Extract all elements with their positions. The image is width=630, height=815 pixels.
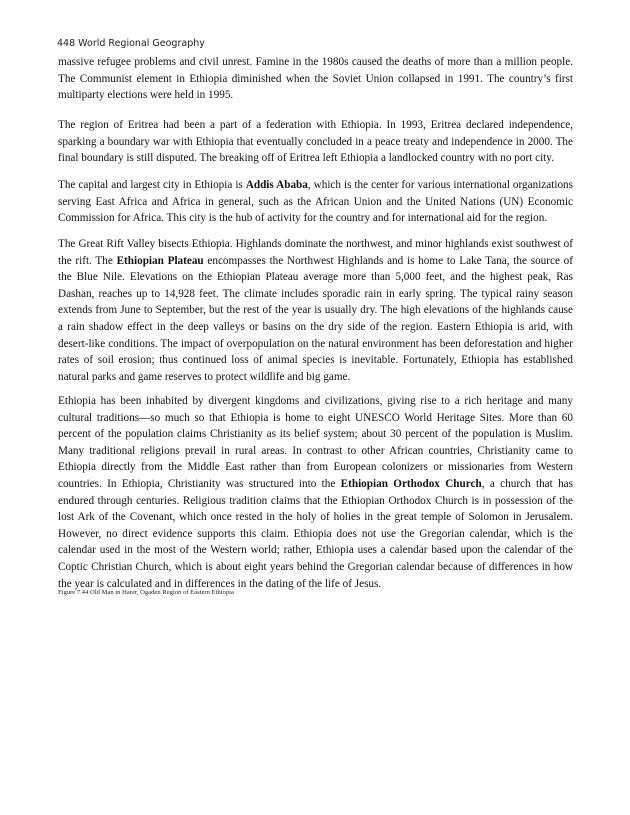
book-title: World Regional Geography (78, 38, 205, 49)
term-addis-ababa: Addis Ababa (245, 179, 308, 191)
running-header (57, 38, 205, 49)
paragraph-famine: massive refugee problems and civil unrest. Famine in the 1980s caused the deaths of more than a million people. The Communist element in Ethiopia diminished when the Soviet Union collapsed in 1991. The country’s first multiparty elections were held in 1995. (58, 56, 573, 102)
figure-caption: Figure 7.44 Old Man in Harer, Ogaden Region of Eastern Ethiopia (58, 589, 234, 596)
term-ethiopian-plateau: Ethiopian Plateau (116, 254, 204, 267)
paragraph-capital-text-1: The capital and largest city in Ethiopia is (58, 179, 246, 191)
paragraph-geography (58, 236, 573, 385)
paragraph-eritrea: The region of Eritrea had been a part of a federation with Ethiopia. In 1993, Eritrea declared independence, sparking a boundary war with Ethiopia that eventually concluded in a peace treaty and independence in 2000. The final boundary is still disputed. The breaking off of Eritrea left Ethiopia a landlocked country with no port city. (58, 119, 573, 165)
paragraph-geography-text-2: encompasses the Northwest Highlands and is home to Lake Tana, the source of the Blue Nile. Elevations on the Ethiopian Plateau average more than 5,000 feet, and the highest peak, Ras Dashan, reaches up to 14,928 feet. The climate includes sporadic rain in early spring. The typical rainy season extends from June to September, but the rest of the year is usually dry. The high elevations of the highlands cause a rain shadow effect in the deep valleys or basins on the dry side of the region. Eastern Ethiopia is arid, with desert-like conditions. The impact of overpopulation on the natural environment has been deforestation and higher rates of soil erosion; thus continued loss of animal species is inevitable. Fortunately, Ethiopia has established natural parks and game reserves to protect wildlife and big game. (58, 254, 574, 383)
term-ethiopian-orthodox-church: Ethiopian Orthodox Church (340, 477, 482, 490)
paragraph-culture-text-2: , a church that has endured through centuries. Religious tradition claims that the Ethiopian Orthodox Church is in possession of the lost Ark of the Covenant, which once rested in the holy of holies in the great temple of Solomon in Jerusalem. However, no direct evidence supports this claim. Ethiopia does not use the Gregorian calendar, which is the calendar used in the most of the Western world; rather, Ethiopia uses a calendar based upon the calendar of the Coptic Christian Church, which is about eight years behind the Gregorian calendar because of differences in how the year is calculated and in differences in the dating of the life of Jesus. (58, 477, 574, 590)
paragraph-geography-text-1: The Great Rift Valley bisects Ethiopia. Highlands dominate the northwest, and minor highlands exist southwest of the rift. The (58, 238, 573, 267)
paragraph-culture (58, 393, 573, 592)
paragraph-capital-text-2: , which is the center for various international organizations serving East Africa and Africa in general, such as the African Union and the United Nations (UN) Economic Commission for Africa. This city is the hub of activity for the country and for international aid for the region. (58, 179, 573, 225)
page-number: 448 (57, 38, 76, 49)
paragraph-culture-text-1: Ethiopia has been inhabited by divergent kingdoms and civilizations, giving rise to a rich heritage and many cultural traditions—so much so that Ethiopia is home to eight UNESCO World Heritage Sites. More than 60 percent of the population claims Christianity as its belief system; about 30 percent of the population is Muslim. Many traditional religions prevail in rural areas. In contrast to other African countries, Christianity came to Ethiopia directly from the Middle East rather than from European colonizers or missionaries from Western countries. In Ethiopia, Christianity was structured into the (58, 395, 573, 490)
paragraph-capital (58, 177, 573, 227)
